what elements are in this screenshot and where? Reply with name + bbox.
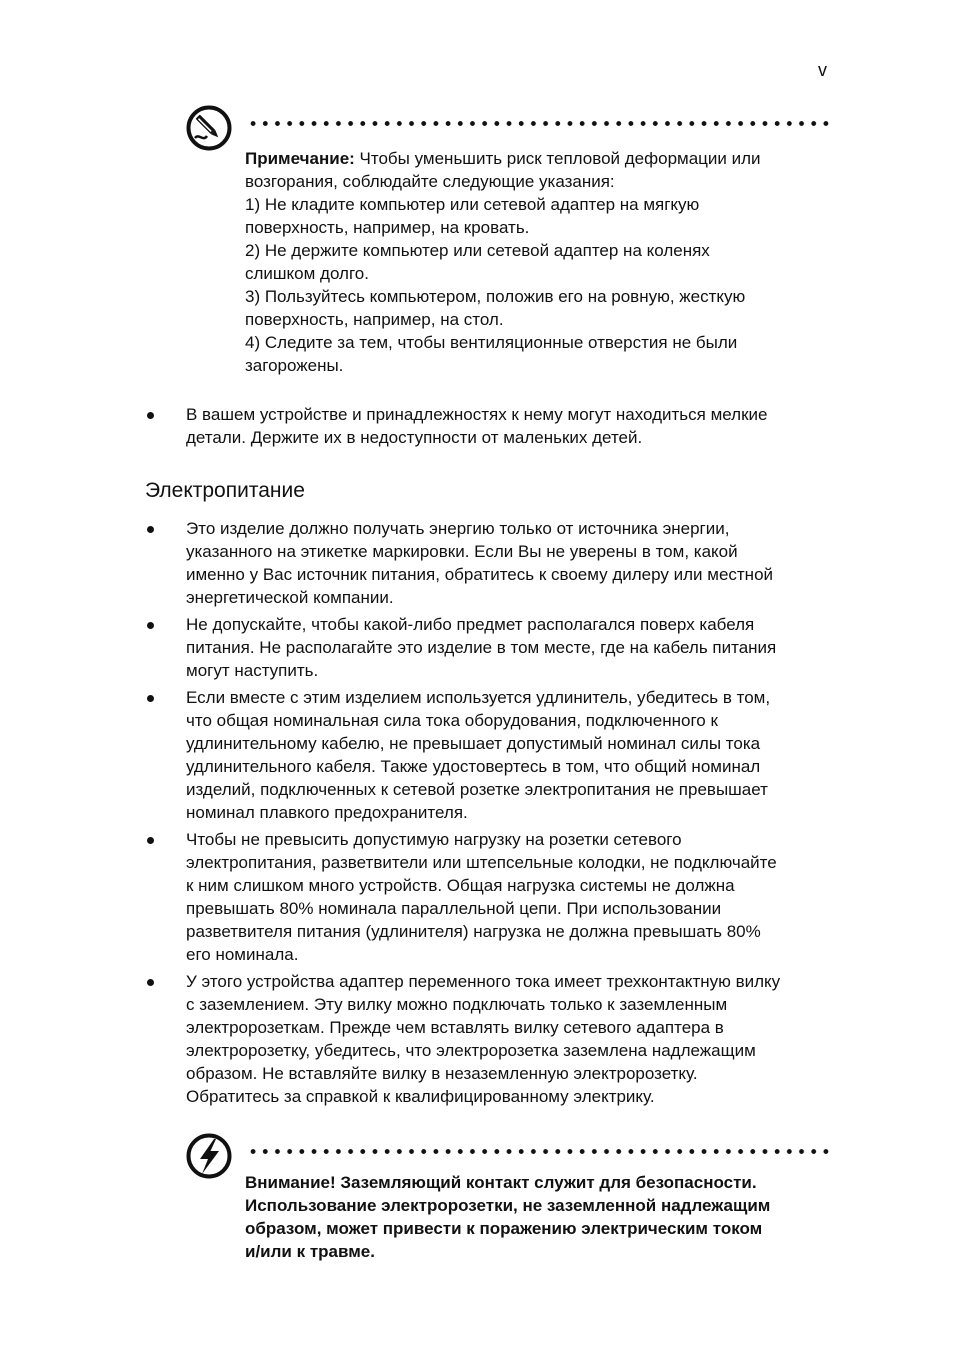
bullet-dot-icon [147,622,154,629]
note-divider [247,121,833,126]
warning-line: и/или к травме. [245,1242,375,1261]
note-line: слишком долго. [245,264,369,283]
bullet-list-power [145,517,835,1108]
bullet-dot-icon [147,526,154,533]
bullet-dot-icon [147,979,154,986]
note-label: Примечание: [245,149,355,168]
list-item: Чтобы не превысить допустимую нагрузку на розетки сетевого электропитания, разветвители или штепсельные колодки, не подключайте к ним слишком много устройств. Общая нагрузка системы не должна превышать 80% номинала параллельной цепи. При использовании разветвителя питания (удлинителя) нагрузка не должна превышать 80% его номинала. [145,828,835,966]
list-item: Это изделие должно получать энергию только от источника энергии, указанного на этикетке маркировки. Если Вы не уверены в том, какой именно у Вас источник питания, обратитесь к своему дилеру или местной энергетической компании. [145,517,835,609]
note-line: возгорания, соблюдайте следующие указания: [245,172,615,191]
note-line: 3) Пользуйтесь компьютером, положив его на ровную, жесткую [245,287,746,306]
note-line: поверхность, например, на кровать. [245,218,530,237]
warning-line: Использование электророзетки, не заземленной надлежащим [245,1196,771,1215]
bullet-dot-icon [147,412,154,419]
warning-line: Внимание! Заземляющий контакт служит для безопасности. [245,1173,757,1192]
page-number: v [818,60,827,80]
warning-line: образом, может привести к поражению электрическим током [245,1219,763,1238]
bullet-list-top [145,403,835,449]
lightning-warning-icon [185,1132,233,1180]
note-pen-icon [185,104,233,152]
note-line: загорожены. [245,356,344,375]
warning-divider [247,1149,833,1154]
note-line: поверхность, например, на стол. [245,310,504,329]
bullet-dot-icon [147,837,154,844]
note-line: 1) Не кладите компьютер или сетевой адаптер на мягкую [245,195,700,214]
list-item: В вашем устройстве и принадлежностях к нему могут находиться мелкие детали. Держите их в недоступности от маленьких детей. [145,403,835,449]
note-line: Примечание: Чтобы уменьшить риск тепловой деформации или [245,149,761,168]
list-item: Не допускайте, чтобы какой-либо предмет располагался поверх кабеля питания. Не располагайте это изделие в том месте, где на кабель питания могут наступить. [145,613,835,682]
warning-text [245,1171,825,1263]
list-item: Если вместе с этим изделием используется удлинитель, убедитесь в том, что общая номинальная сила тока оборудования, подключенного к удлинительному кабелю, не превышает допустимый номинал силы тока удлинительного кабеля. Также удостовертесь в том, что общий номинал изделий, подключенных к сетевой розетке электропитания не превышает номинал плавкого предохранителя. [145,686,835,824]
section-heading: Электропитание [145,479,305,502]
list-item: У этого устройства адаптер переменного тока имеет трехконтактную вилку с заземлением. Эту вилку можно подключать только к заземленным электророзеткам. Прежде чем вставлять вилку сетевого адаптера в электророзетку, убедитесь, что электророзетка заземлена надлежащим образом. Не вставляйте вилку в незаземленную электророзетку. Обратитесь за справкой к квалифицированному электрику. [145,970,835,1108]
note-line: 4) Следите за тем, чтобы вентиляционные отверстия не были [245,333,738,352]
note-line: 2) Не держите компьютер или сетевой адаптер на коленях [245,241,710,260]
note-text [245,147,825,377]
bullet-dot-icon [147,695,154,702]
